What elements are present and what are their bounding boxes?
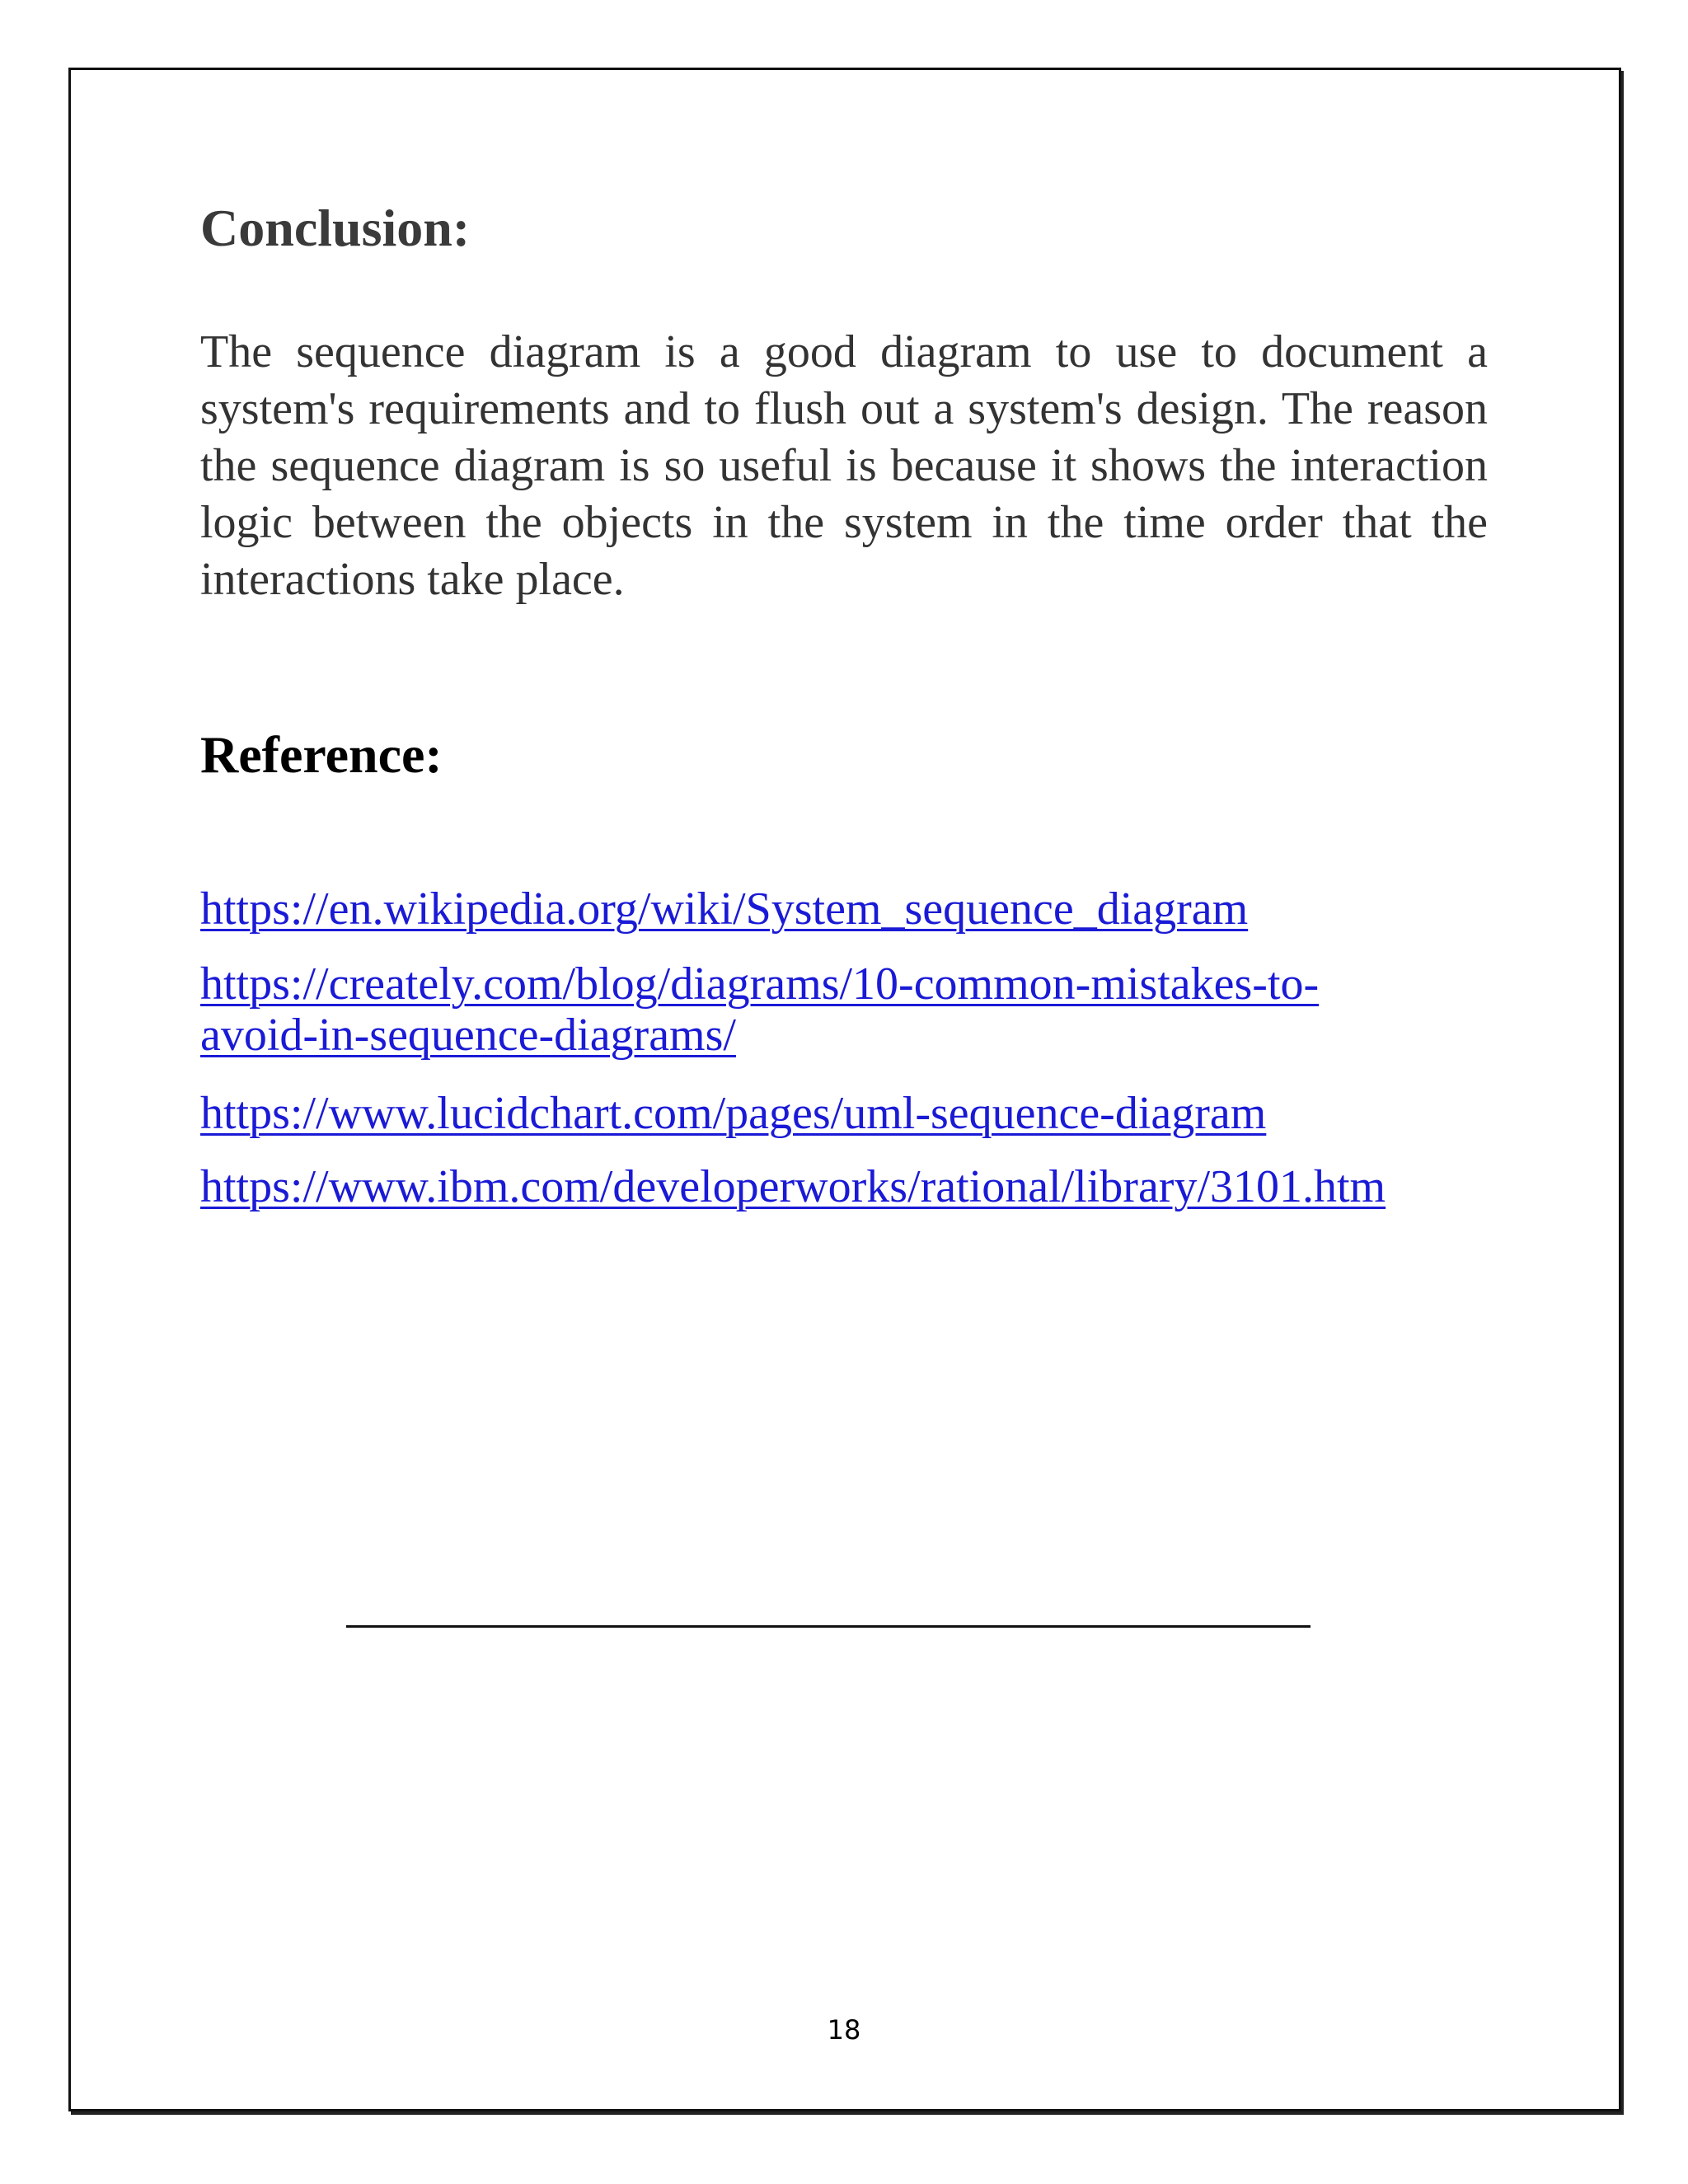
reference-link-creately[interactable]: https://creately.com/blog/diagrams/10-common-mistakes-to- avoid-in-sequence-diagrams/ [200,958,1320,1061]
reference-heading: Reference: [200,725,443,784]
horizontal-divider [346,1625,1311,1628]
conclusion-heading: Conclusion: [200,199,471,257]
reference-link-wikipedia[interactable]: https://en.wikipedia.org/wiki/System_sequence_diagram [200,883,1249,935]
conclusion-paragraph: The sequence diagram is a good diagram to use to document a system's requirements and to flush out a system's design. The reason the sequence diagram is so useful is because it shows the interaction logic between the objects in the system in the time order that the interactions take place. [200,326,1488,605]
page-number: 18 [827,2014,861,2046]
reference-link-ibm[interactable]: https://www.ibm.com/developerworks/rational/library/3101.htm [200,1161,1386,1212]
reference-link-lucidchart[interactable]: https://www.lucidchart.com/pages/uml-sequence-diagram [200,1088,1267,1139]
